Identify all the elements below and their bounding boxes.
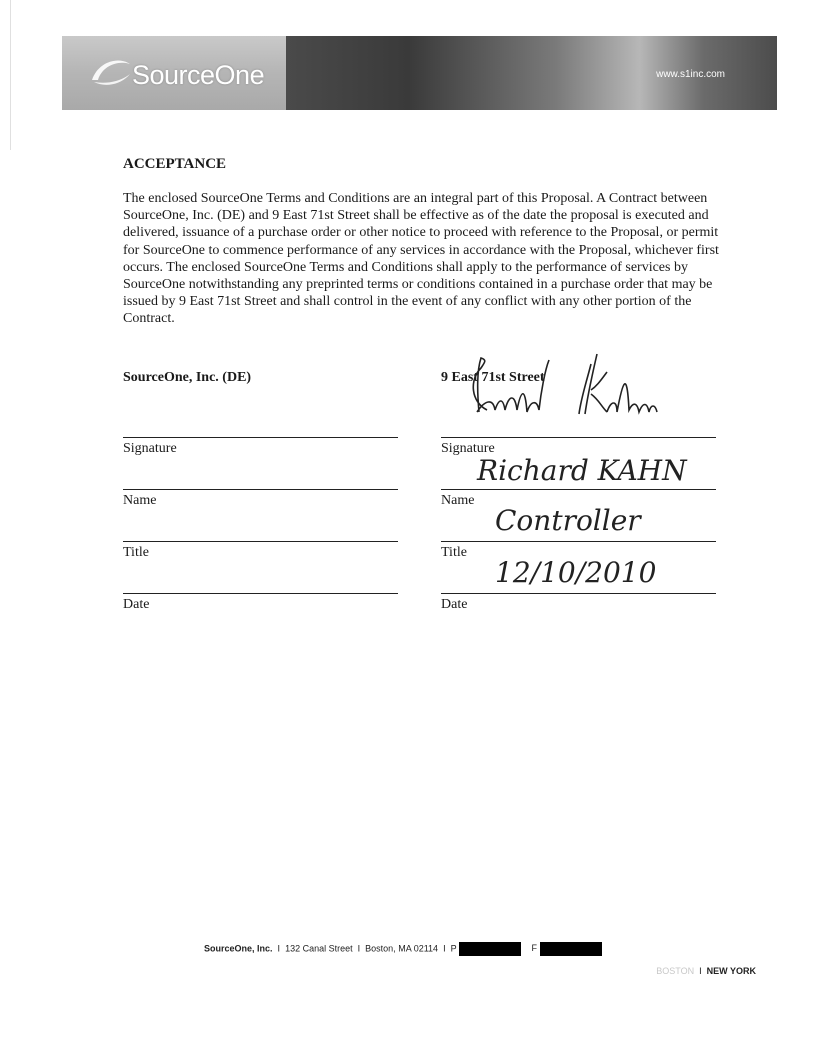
city-separator: I [696, 966, 705, 976]
footer-address [204, 942, 602, 956]
header-banner [62, 36, 777, 110]
footer-separator: I [440, 943, 449, 954]
banner-logo-panel [62, 36, 286, 110]
footer-city-state: Boston, MA 02114 [365, 943, 439, 954]
acceptance-paragraph: The enclosed SourceOne Terms and Conditions are an integral part of this Proposal. A Contract between SourceOne, Inc. (DE) and 9 East 71st Street shall be effective as of the date the proposal is executed and delivered, issuance of a purchase order or other notice to proceed with reference to the Proposal, or permit for SourceOne to commence performance of any services in accordance with the Proposal, whichever first occurs. The enclosed SourceOne Terms and Conditions shall apply to the performance of services by SourceOne notwithstanding any preprinted terms or conditions contained in a purchase order that may be issued by 9 East 71st Street and shall control in the event of any conflict with any other portion of the Contract. [123, 191, 719, 327]
right-signature-label: Signature [441, 441, 495, 456]
right-party-name: 9 East 71st Street [441, 370, 545, 385]
right-date-label: Date [441, 597, 468, 612]
left-signature-label: Signature [123, 441, 177, 456]
page-title: ACCEPTANCE [123, 156, 227, 172]
left-signature-line[interactable] [123, 437, 398, 438]
handwritten-title: Controller [495, 504, 641, 537]
left-title-label: Title [123, 545, 149, 560]
right-name-label: Name [441, 493, 475, 508]
footer-cities [656, 966, 756, 976]
left-date-label: Date [123, 597, 150, 612]
city-boston: BOSTON [656, 966, 695, 976]
footer-separator: I [355, 943, 363, 954]
footer-fax-label: F [531, 943, 537, 954]
left-title-line[interactable] [123, 541, 398, 542]
handwritten-name: Richard KAHN [477, 454, 687, 487]
footer-company: SourceOne, Inc. [204, 943, 273, 954]
handwritten-date: 12/10/2010 [495, 556, 657, 589]
right-title-label: Title [441, 545, 467, 560]
swoosh-icon [88, 52, 134, 92]
city-new-york: NEW YORK [706, 966, 756, 976]
left-name-label: Name [123, 493, 157, 508]
redacted-phone [459, 942, 521, 956]
banner-gradient-panel [286, 36, 777, 110]
footer-separator: I [275, 943, 283, 954]
website-url[interactable]: www.s1inc.com [656, 69, 725, 80]
left-party-name: SourceOne, Inc. (DE) [123, 370, 252, 385]
company-logo-text: SourceOne [132, 60, 265, 90]
scan-edge-mark [10, 0, 11, 150]
handwritten-signature [441, 350, 716, 424]
right-date-line[interactable] [441, 593, 716, 594]
left-name-line[interactable] [123, 489, 398, 490]
footer-street: 132 Canal Street [285, 943, 353, 954]
right-signature-line[interactable] [441, 437, 716, 438]
footer-phone-label: P [450, 943, 457, 954]
redacted-fax [540, 942, 602, 956]
right-name-line[interactable] [441, 489, 716, 490]
left-date-line[interactable] [123, 593, 398, 594]
right-title-line[interactable] [441, 541, 716, 542]
